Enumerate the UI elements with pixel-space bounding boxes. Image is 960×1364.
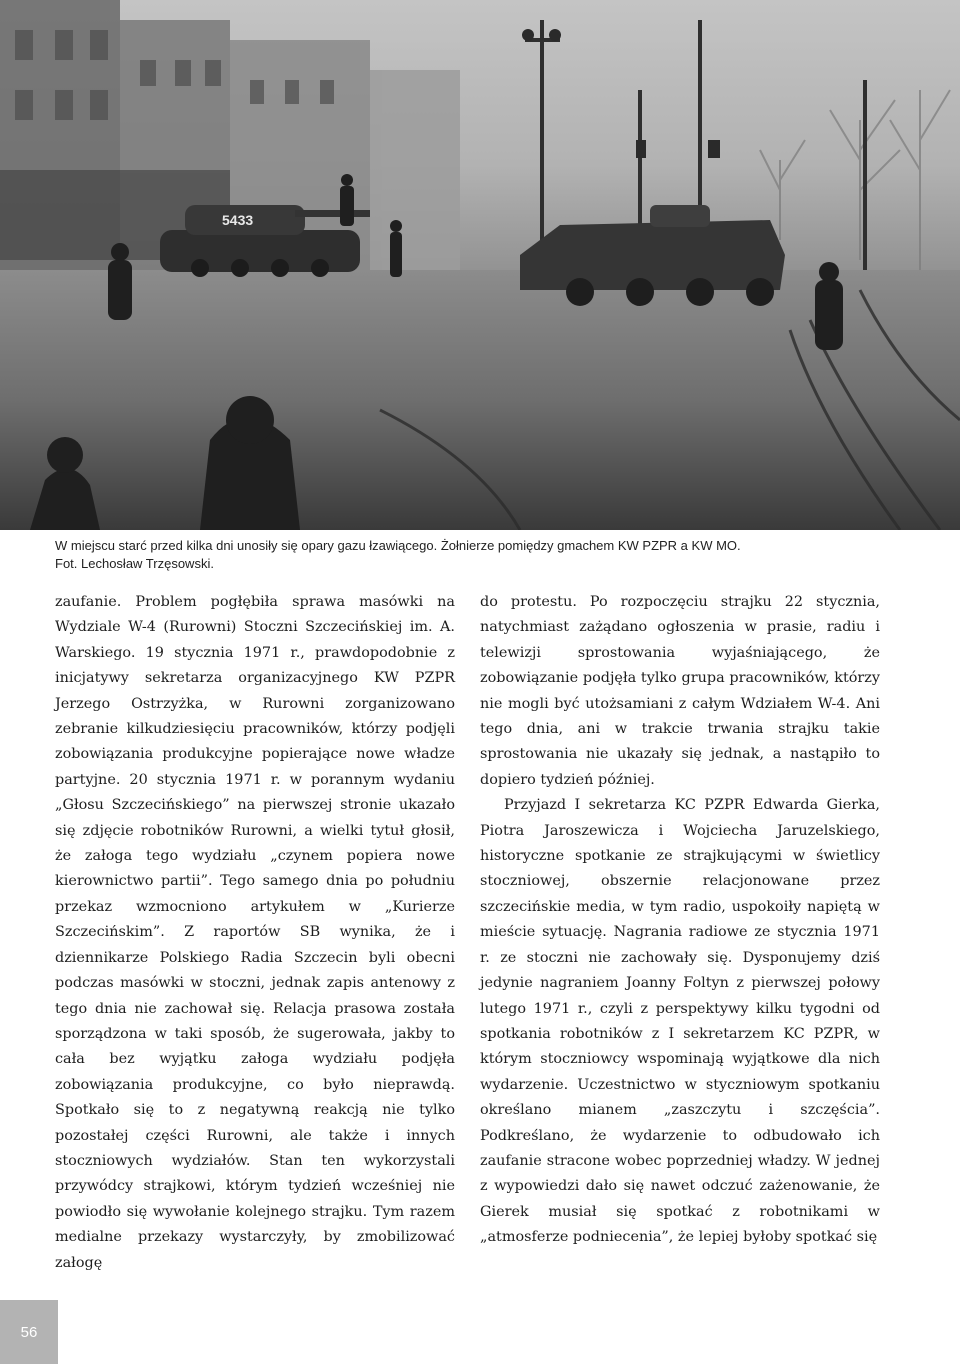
right-paragraph-1: do protestu. Po rozpoczęciu strajku 22 stycznia, natychmiast zażądano ogłoszenia w prasie, radiu i telewizji sprostowania wyjaśniającego, że zobowiązanie podjęła tylko grupa pracowników, którzy nie mogli być utożsamiani z całym Wdziałem W-4. Ani tego dnia, ani w trakcie trwania strajku takie sprostowania nie ukazały się jednak, a nastąpiło to dopiero tydzień później.	[480, 594, 880, 788]
left-paragraph: zaufanie. Problem pogłębiła sprawa masówki na Wydziale W-4 (Rurowni) Stoczni Szczecińskiej im. A. Warskiego. 19 stycznia 1971 r., prawdopodobnie z inicjatywy sekretarza organizacyjnego KW PZPR Jerzego Ostrzyżka, w Rurowni zorganizowano zebranie kilkudziesięciu pracowników, którzy podjęli zobowiązania produkcyjne popierające nowe władze partyjne. 20 stycznia 1971 r. w porannym wydaniu „Głosu Szczecińskiego” na pierwszej stronie ukazało się zdjęcie robotników Rurowni, a wielki tytuł głosił, że załoga tego wydziału „czynem popiera nowe kierownictwo partii”. Tego samego dnia po południu przekaz wzmocniono artykułem w „Kurierze Szczecińskim”. Z raportów SB wynika, że i dziennikarze Polskiego Radia Szczecin byli obecni podczas masówki w stoczni, jednak zapis antenowy z tego dnia nie zachował się. Relacja prasowa została sporządzona w taki sposób, że sugerowała, jakby to cała bez wyjątku załoga wydziału podjęła zobowiązania produkcyjne, co było nieprawdą. Spotkało się to z negatywną reakcją nie tylko pozostałej części Rurowni, ale także i innych stoczniowych wydziałów. Stan ten wykorzystali przywódcy strajkowi, którym tydzień wcześniej nie powiodło się wywołanie kolejnego strajku. Tym razem medialne przekazy wystarczyły, by zmobilizować załogę	[55, 594, 455, 1271]
caption-line-1: W miejscu starć przed kilka dni unosiły się opary gazu łzawiącego. Żołnierze pomiędzy gmachem KW PZPR a KW MO.	[55, 538, 741, 553]
svg-text:5433: 5433	[222, 212, 254, 228]
left-column	[55, 590, 455, 1276]
page-number-tab	[0, 1300, 58, 1364]
caption-line-2: Fot. Lechosław Trzęsowski.	[55, 556, 214, 571]
tank	[160, 205, 370, 277]
photo-street-scene	[0, 0, 960, 530]
photo-caption	[55, 537, 915, 573]
page-number: 56	[20, 1323, 38, 1341]
right-column	[480, 590, 880, 1251]
right-paragraph-2: Przyjazd I sekretarza KC PZPR Edwarda Gierka, Piotra Jaroszewicza i Wojciecha Jaruzelskiego, historyczne spotkanie ze strajkującymi w świetlicy stoczniowej, obszernie relacjonowane przez szczecińskie media, w tym radio, uspokoiły napiętą w mieście sytuację. Nagrania radiowe ze stycznia 1971 r. ze stoczni nie zachowały się. Dysponujemy dziś jedynie nagraniem Joanny Foltyn z pierwszej połowy lutego 1971 r., czyli z perspektywy kilku tygodni od spotkania robotników z I sekretarzem KC PZPR, w którym stoczniowcy wspominają wyjątkowe dla nich wydarzenie. Uczestnictwo w styczniowym spotkaniu określano mianem „zaszczytu i szczęścia”. Podkreślano, że wydarzenie to odbudowało ich zaufanie stracone wobec poprzedniej władzy. W jednej z wypowiedzi dało się nawet odczuć zażenowanie, że Gierek musiał się spotkać z robotnikami w „atmosferze podniecenia”, że lepiej byłoby spotkać się	[480, 797, 880, 1246]
